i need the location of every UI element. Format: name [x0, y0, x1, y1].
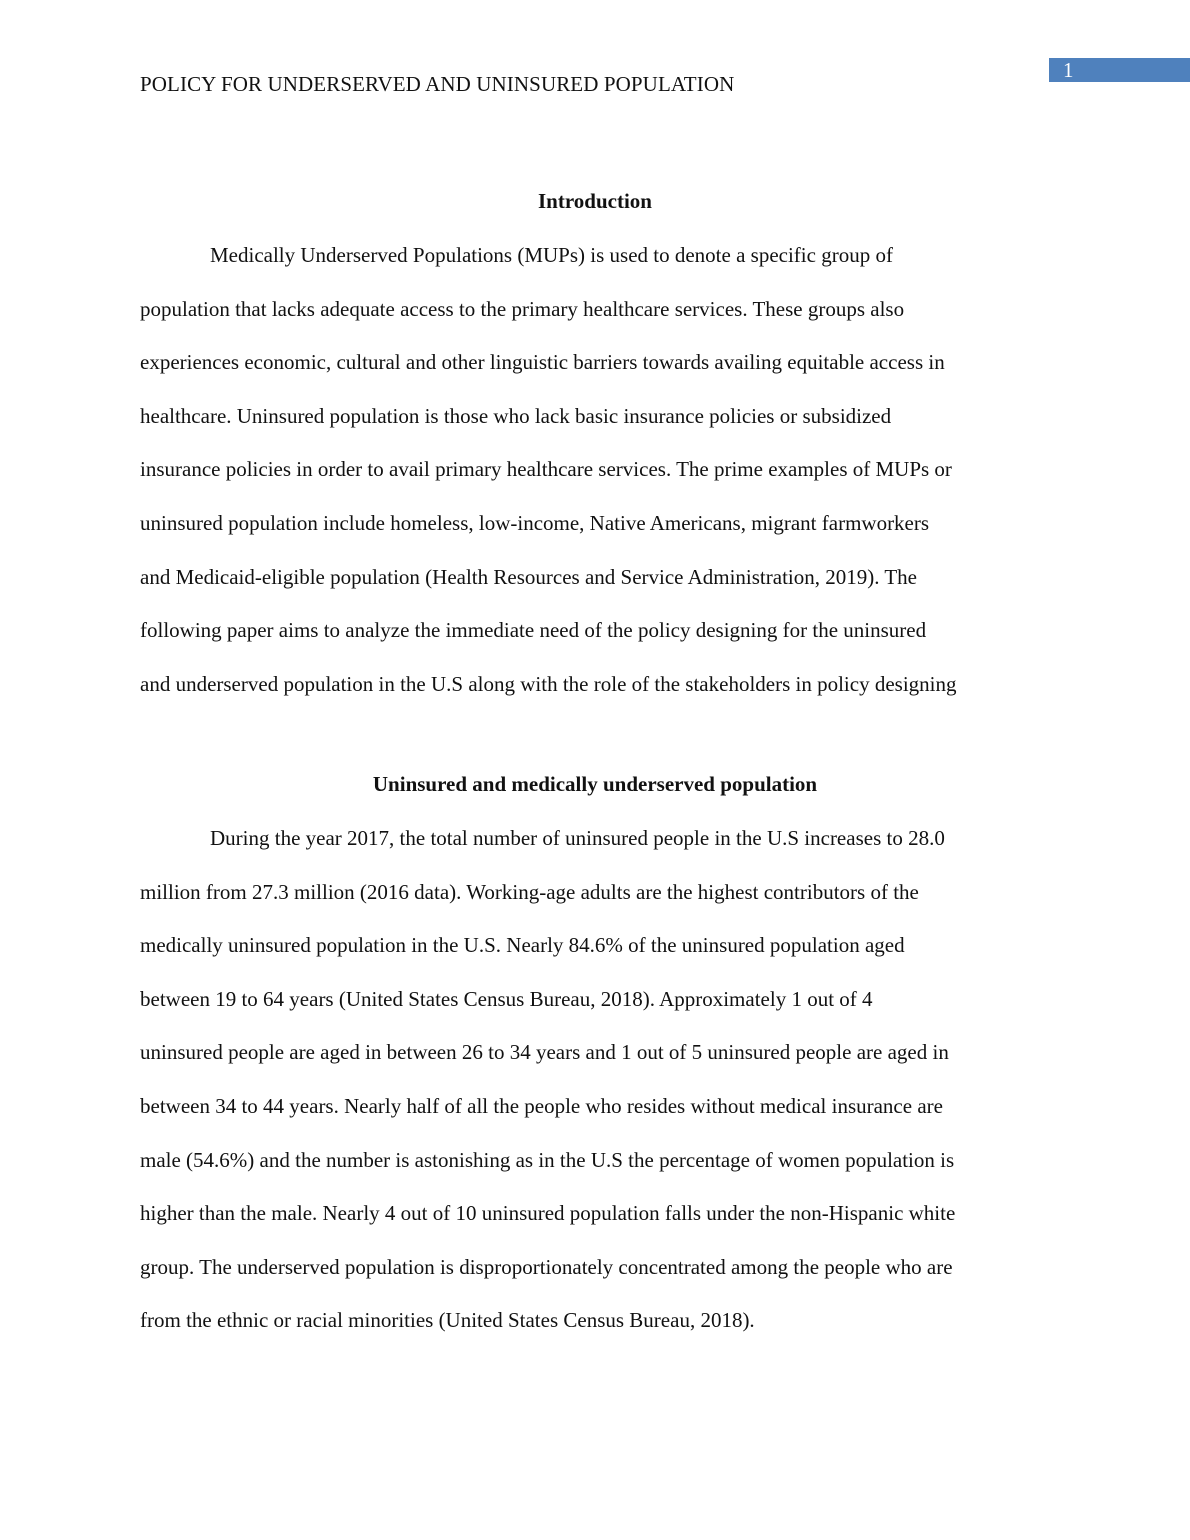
paragraph-line: population that lacks adequate access to the primary healthcare services. These groups also: [140, 296, 905, 321]
paragraph-line: group. The underserved population is disproportionately concentrated among the people who are: [140, 1254, 953, 1279]
paragraph-line: between 34 to 44 years. Nearly half of all the people who resides without medical insurance are: [140, 1093, 943, 1118]
paragraph-line: million from 27.3 million (2016 data). Working-age adults are the highest contributors of the: [140, 879, 919, 904]
paragraph-line: between 19 to 64 years (United States Census Bureau, 2018). Approximately 1 out of 4: [140, 986, 873, 1011]
paragraph-line: experiences economic, cultural and other linguistic barriers towards availing equitable access in: [140, 350, 945, 375]
uninsured-paragraph: [140, 824, 1060, 1360]
page-number: 1: [1063, 58, 1074, 82]
paragraph-line: higher than the male. Nearly 4 out of 10 uninsured population falls under the non-Hispanic white: [140, 1201, 956, 1226]
paragraph-line: Medically Underserved Populations (MUPs) is used to denote a specific group of: [210, 243, 893, 267]
paragraph-line: healthcare. Uninsured population is those who lack basic insurance policies or subsidized: [140, 403, 892, 428]
paragraph-line: and Medicaid-eligible population (Health Resources and Service Administration, 2019). The: [140, 564, 917, 589]
paragraph-line: insurance policies in order to avail primary healthcare services. The prime examples of MUPs or: [140, 457, 952, 482]
paragraph-line: and underserved population in the U.S along with the role of the stakeholders in policy designing: [140, 671, 957, 696]
paragraph-line: uninsured population include homeless, low-income, Native Americans, migrant farmworkers: [140, 510, 930, 535]
paragraph-line: uninsured people are aged in between 26 to 34 years and 1 out of 5 uninsured people are aged in: [140, 1040, 949, 1065]
section-heading-uninsured: Uninsured and medically underserved population: [372, 772, 818, 796]
paragraph-line: following paper aims to analyze the immediate need of the policy designing for the uninsured: [140, 618, 927, 643]
introduction-paragraph: [140, 241, 1060, 723]
page-number-bar: [1049, 58, 1190, 82]
paragraph-line: from the ethnic or racial minorities (United States Census Bureau, 2018).: [140, 1308, 755, 1333]
paragraph-line: During the year 2017, the total number of uninsured people in the U.S increases to 28.0: [210, 826, 945, 850]
paragraph-line: medically uninsured population in the U.S. Nearly 84.6% of the uninsured population aged: [140, 933, 905, 958]
section-heading-introduction: Introduction: [538, 189, 652, 213]
running-head: POLICY FOR UNDERSERVED AND UNINSURED POPULATION: [140, 72, 735, 96]
paragraph-line: male (54.6%) and the number is astonishing as in the U.S the percentage of women population is: [140, 1147, 955, 1172]
